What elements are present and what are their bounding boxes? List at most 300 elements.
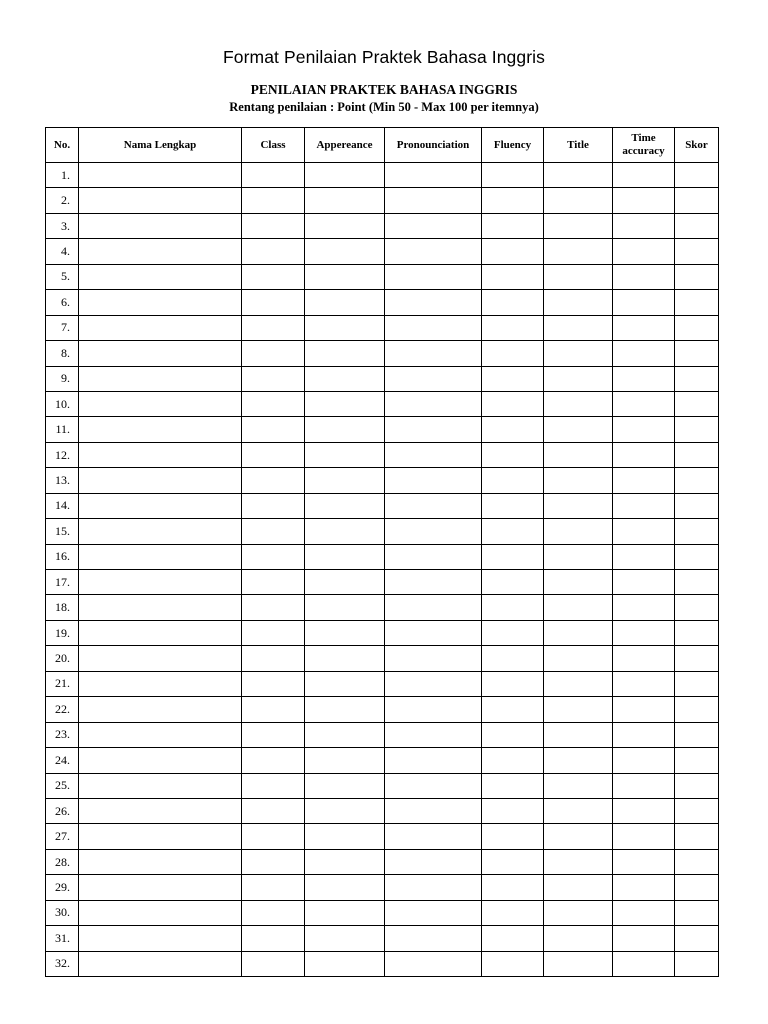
empty-cell-name [79, 391, 242, 416]
empty-cell-title [544, 163, 613, 188]
empty-cell-name [79, 697, 242, 722]
empty-cell-appereance [305, 849, 385, 874]
table-row [46, 290, 719, 315]
table-header-row [46, 128, 719, 163]
empty-cell-class [242, 366, 305, 391]
row-number: 8. [46, 341, 79, 366]
table-row [46, 213, 719, 238]
empty-cell-appereance [305, 824, 385, 849]
empty-cell-pronounciation [385, 468, 482, 493]
empty-cell-title [544, 900, 613, 925]
empty-cell-time-accuracy [613, 290, 675, 315]
table-row [46, 926, 719, 951]
empty-cell-class [242, 290, 305, 315]
empty-cell-skor [675, 290, 719, 315]
empty-cell-fluency [482, 722, 544, 747]
row-number: 3. [46, 213, 79, 238]
empty-cell-pronounciation [385, 493, 482, 518]
table-row [46, 519, 719, 544]
empty-cell-time-accuracy [613, 595, 675, 620]
empty-cell-fluency [482, 239, 544, 264]
empty-cell-pronounciation [385, 748, 482, 773]
empty-cell-title [544, 926, 613, 951]
empty-cell-fluency [482, 264, 544, 289]
empty-cell-class [242, 748, 305, 773]
row-number: 21. [46, 671, 79, 696]
empty-cell-skor [675, 417, 719, 442]
empty-cell-name [79, 315, 242, 340]
empty-cell-appereance [305, 900, 385, 925]
row-number: 13. [46, 468, 79, 493]
empty-cell-pronounciation [385, 595, 482, 620]
empty-cell-fluency [482, 188, 544, 213]
empty-cell-title [544, 620, 613, 645]
empty-cell-fluency [482, 163, 544, 188]
score-table [45, 127, 719, 977]
empty-cell-pronounciation [385, 188, 482, 213]
empty-cell-pronounciation [385, 951, 482, 976]
empty-cell-skor [675, 671, 719, 696]
table-row [46, 570, 719, 595]
empty-cell-class [242, 875, 305, 900]
empty-cell-appereance [305, 773, 385, 798]
empty-cell-appereance [305, 493, 385, 518]
empty-cell-fluency [482, 798, 544, 823]
empty-cell-appereance [305, 468, 385, 493]
empty-cell-title [544, 697, 613, 722]
empty-cell-time-accuracy [613, 748, 675, 773]
empty-cell-skor [675, 773, 719, 798]
row-number: 19. [46, 620, 79, 645]
empty-cell-pronounciation [385, 366, 482, 391]
empty-cell-title [544, 595, 613, 620]
empty-cell-skor [675, 239, 719, 264]
empty-cell-skor [675, 391, 719, 416]
empty-cell-class [242, 341, 305, 366]
empty-cell-fluency [482, 468, 544, 493]
empty-cell-class [242, 570, 305, 595]
empty-cell-pronounciation [385, 544, 482, 569]
empty-cell-time-accuracy [613, 697, 675, 722]
row-number: 23. [46, 722, 79, 747]
empty-cell-title [544, 646, 613, 671]
empty-cell-pronounciation [385, 391, 482, 416]
empty-cell-class [242, 544, 305, 569]
empty-cell-pronounciation [385, 442, 482, 467]
empty-cell-time-accuracy [613, 900, 675, 925]
empty-cell-class [242, 417, 305, 442]
empty-cell-appereance [305, 239, 385, 264]
empty-cell-skor [675, 595, 719, 620]
table-row [46, 264, 719, 289]
empty-cell-title [544, 773, 613, 798]
empty-cell-name [79, 875, 242, 900]
empty-cell-title [544, 544, 613, 569]
empty-cell-pronounciation [385, 620, 482, 645]
empty-cell-class [242, 315, 305, 340]
table-row [46, 849, 719, 874]
empty-cell-title [544, 341, 613, 366]
empty-cell-name [79, 926, 242, 951]
empty-cell-pronounciation [385, 315, 482, 340]
empty-cell-fluency [482, 620, 544, 645]
table-row [46, 620, 719, 645]
empty-cell-title [544, 442, 613, 467]
empty-cell-fluency [482, 315, 544, 340]
empty-cell-fluency [482, 570, 544, 595]
empty-cell-pronounciation [385, 163, 482, 188]
empty-cell-name [79, 468, 242, 493]
empty-cell-time-accuracy [613, 417, 675, 442]
empty-cell-time-accuracy [613, 213, 675, 238]
empty-cell-name [79, 646, 242, 671]
empty-cell-class [242, 163, 305, 188]
empty-cell-class [242, 773, 305, 798]
empty-cell-skor [675, 697, 719, 722]
row-number: 6. [46, 290, 79, 315]
row-number: 24. [46, 748, 79, 773]
row-number: 32. [46, 951, 79, 976]
table-row [46, 646, 719, 671]
empty-cell-fluency [482, 493, 544, 518]
empty-cell-name [79, 544, 242, 569]
empty-cell-title [544, 468, 613, 493]
column-header-class: Class [242, 128, 305, 163]
empty-cell-fluency [482, 341, 544, 366]
empty-cell-name [79, 798, 242, 823]
form-heading: PENILAIAN PRAKTEK BAHASA INGGRIS [250, 82, 518, 97]
empty-cell-time-accuracy [613, 468, 675, 493]
empty-cell-appereance [305, 366, 385, 391]
row-number: 26. [46, 798, 79, 823]
empty-cell-time-accuracy [613, 519, 675, 544]
empty-cell-time-accuracy [613, 188, 675, 213]
empty-cell-fluency [482, 773, 544, 798]
empty-cell-time-accuracy [613, 620, 675, 645]
row-number: 22. [46, 697, 79, 722]
column-header-appereance: Appereance [305, 128, 385, 163]
row-number: 14. [46, 493, 79, 518]
empty-cell-appereance [305, 748, 385, 773]
empty-cell-class [242, 391, 305, 416]
empty-cell-time-accuracy [613, 163, 675, 188]
empty-cell-time-accuracy [613, 671, 675, 696]
empty-cell-skor [675, 544, 719, 569]
empty-cell-fluency [482, 875, 544, 900]
empty-cell-title [544, 875, 613, 900]
table-row [46, 798, 719, 823]
empty-cell-skor [675, 315, 719, 340]
row-number: 9. [46, 366, 79, 391]
empty-cell-appereance [305, 798, 385, 823]
empty-cell-name [79, 849, 242, 874]
empty-cell-skor [675, 951, 719, 976]
empty-cell-title [544, 722, 613, 747]
table-row [46, 239, 719, 264]
table-row [46, 544, 719, 569]
empty-cell-fluency [482, 849, 544, 874]
row-number: 30. [46, 900, 79, 925]
row-number: 17. [46, 570, 79, 595]
empty-cell-title [544, 290, 613, 315]
empty-cell-class [242, 595, 305, 620]
empty-cell-time-accuracy [613, 366, 675, 391]
empty-cell-name [79, 188, 242, 213]
empty-cell-fluency [482, 646, 544, 671]
table-row [46, 671, 719, 696]
empty-cell-title [544, 798, 613, 823]
empty-cell-time-accuracy [613, 773, 675, 798]
empty-cell-appereance [305, 595, 385, 620]
empty-cell-pronounciation [385, 773, 482, 798]
table-row [46, 417, 719, 442]
empty-cell-pronounciation [385, 824, 482, 849]
empty-cell-appereance [305, 570, 385, 595]
row-number: 20. [46, 646, 79, 671]
empty-cell-class [242, 926, 305, 951]
empty-cell-appereance [305, 315, 385, 340]
table-row [46, 773, 719, 798]
empty-cell-appereance [305, 697, 385, 722]
empty-cell-name [79, 290, 242, 315]
empty-cell-time-accuracy [613, 570, 675, 595]
row-number: 11. [46, 417, 79, 442]
column-header-fluency: Fluency [482, 128, 544, 163]
form-subheading: Rentang penilaian : Point (Min 50 - Max 100 per itemnya) [229, 100, 539, 114]
row-number: 28. [46, 849, 79, 874]
table-row [46, 951, 719, 976]
empty-cell-fluency [482, 595, 544, 620]
empty-cell-class [242, 519, 305, 544]
empty-cell-name [79, 773, 242, 798]
empty-cell-class [242, 264, 305, 289]
empty-cell-pronounciation [385, 341, 482, 366]
empty-cell-name [79, 595, 242, 620]
empty-cell-pronounciation [385, 646, 482, 671]
empty-cell-fluency [482, 290, 544, 315]
empty-cell-class [242, 722, 305, 747]
empty-cell-title [544, 417, 613, 442]
empty-cell-appereance [305, 519, 385, 544]
empty-cell-title [544, 748, 613, 773]
empty-cell-appereance [305, 875, 385, 900]
empty-cell-skor [675, 798, 719, 823]
empty-cell-class [242, 900, 305, 925]
table-row [46, 824, 719, 849]
empty-cell-class [242, 239, 305, 264]
empty-cell-name [79, 671, 242, 696]
empty-cell-skor [675, 213, 719, 238]
empty-cell-title [544, 824, 613, 849]
table-row [46, 188, 719, 213]
row-number: 27. [46, 824, 79, 849]
table-row [46, 442, 719, 467]
empty-cell-pronounciation [385, 875, 482, 900]
empty-cell-time-accuracy [613, 442, 675, 467]
empty-cell-pronounciation [385, 671, 482, 696]
empty-cell-class [242, 213, 305, 238]
empty-cell-class [242, 646, 305, 671]
empty-cell-name [79, 213, 242, 238]
empty-cell-class [242, 620, 305, 645]
empty-cell-appereance [305, 671, 385, 696]
column-header-no: No. [46, 128, 79, 163]
empty-cell-time-accuracy [613, 341, 675, 366]
empty-cell-title [544, 391, 613, 416]
column-header-name: Nama Lengkap [79, 128, 242, 163]
table-row [46, 722, 719, 747]
row-number: 15. [46, 519, 79, 544]
empty-cell-pronounciation [385, 290, 482, 315]
empty-cell-appereance [305, 646, 385, 671]
empty-cell-time-accuracy [613, 264, 675, 289]
empty-cell-fluency [482, 519, 544, 544]
empty-cell-class [242, 671, 305, 696]
empty-cell-title [544, 188, 613, 213]
empty-cell-title [544, 519, 613, 544]
empty-cell-appereance [305, 417, 385, 442]
table-row [46, 697, 719, 722]
table-row [46, 595, 719, 620]
empty-cell-class [242, 824, 305, 849]
empty-cell-skor [675, 366, 719, 391]
empty-cell-title [544, 570, 613, 595]
empty-cell-name [79, 163, 242, 188]
empty-cell-skor [675, 926, 719, 951]
empty-cell-pronounciation [385, 239, 482, 264]
row-number: 10. [46, 391, 79, 416]
empty-cell-fluency [482, 391, 544, 416]
empty-cell-skor [675, 519, 719, 544]
table-row [46, 315, 719, 340]
empty-cell-time-accuracy [613, 239, 675, 264]
empty-cell-time-accuracy [613, 722, 675, 747]
empty-cell-name [79, 570, 242, 595]
empty-cell-appereance [305, 391, 385, 416]
empty-cell-fluency [482, 748, 544, 773]
empty-cell-title [544, 315, 613, 340]
empty-cell-fluency [482, 926, 544, 951]
empty-cell-pronounciation [385, 519, 482, 544]
empty-cell-name [79, 264, 242, 289]
table-row [46, 391, 719, 416]
empty-cell-skor [675, 646, 719, 671]
empty-cell-skor [675, 468, 719, 493]
empty-cell-appereance [305, 163, 385, 188]
empty-cell-fluency [482, 697, 544, 722]
empty-cell-time-accuracy [613, 798, 675, 823]
empty-cell-appereance [305, 213, 385, 238]
empty-cell-name [79, 900, 242, 925]
empty-cell-pronounciation [385, 900, 482, 925]
empty-cell-skor [675, 722, 719, 747]
empty-cell-name [79, 442, 242, 467]
empty-cell-fluency [482, 544, 544, 569]
empty-cell-pronounciation [385, 213, 482, 238]
empty-cell-class [242, 468, 305, 493]
empty-cell-pronounciation [385, 570, 482, 595]
empty-cell-skor [675, 442, 719, 467]
empty-cell-fluency [482, 213, 544, 238]
empty-cell-title [544, 213, 613, 238]
empty-cell-class [242, 849, 305, 874]
table-body [46, 163, 719, 977]
empty-cell-title [544, 239, 613, 264]
empty-cell-time-accuracy [613, 824, 675, 849]
empty-cell-title [544, 366, 613, 391]
empty-cell-class [242, 442, 305, 467]
empty-cell-appereance [305, 951, 385, 976]
empty-cell-class [242, 798, 305, 823]
empty-cell-fluency [482, 442, 544, 467]
empty-cell-class [242, 697, 305, 722]
table-row [46, 468, 719, 493]
empty-cell-name [79, 824, 242, 849]
empty-cell-skor [675, 188, 719, 213]
empty-cell-title [544, 264, 613, 289]
row-number: 5. [46, 264, 79, 289]
empty-cell-time-accuracy [613, 875, 675, 900]
row-number: 18. [46, 595, 79, 620]
empty-cell-time-accuracy [613, 493, 675, 518]
empty-cell-time-accuracy [613, 391, 675, 416]
empty-cell-skor [675, 748, 719, 773]
empty-cell-skor [675, 824, 719, 849]
empty-cell-class [242, 493, 305, 518]
empty-cell-fluency [482, 671, 544, 696]
empty-cell-time-accuracy [613, 315, 675, 340]
empty-cell-pronounciation [385, 798, 482, 823]
empty-cell-fluency [482, 900, 544, 925]
row-number: 2. [46, 188, 79, 213]
row-number: 16. [46, 544, 79, 569]
empty-cell-time-accuracy [613, 544, 675, 569]
empty-cell-skor [675, 620, 719, 645]
empty-cell-time-accuracy [613, 646, 675, 671]
empty-cell-time-accuracy [613, 849, 675, 874]
empty-cell-skor [675, 264, 719, 289]
row-number: 1. [46, 163, 79, 188]
empty-cell-appereance [305, 341, 385, 366]
empty-cell-appereance [305, 620, 385, 645]
table-row [46, 341, 719, 366]
empty-cell-title [544, 493, 613, 518]
empty-cell-skor [675, 341, 719, 366]
empty-cell-title [544, 951, 613, 976]
empty-cell-skor [675, 493, 719, 518]
empty-cell-name [79, 239, 242, 264]
row-number: 12. [46, 442, 79, 467]
empty-cell-name [79, 417, 242, 442]
empty-cell-title [544, 671, 613, 696]
table-row [46, 163, 719, 188]
empty-cell-name [79, 620, 242, 645]
empty-cell-pronounciation [385, 264, 482, 289]
empty-cell-appereance [305, 722, 385, 747]
empty-cell-name [79, 722, 242, 747]
empty-cell-pronounciation [385, 697, 482, 722]
row-number: 31. [46, 926, 79, 951]
empty-cell-pronounciation [385, 849, 482, 874]
empty-cell-class [242, 951, 305, 976]
table-row [46, 875, 719, 900]
empty-cell-name [79, 366, 242, 391]
table-row [46, 748, 719, 773]
row-number: 4. [46, 239, 79, 264]
empty-cell-class [242, 188, 305, 213]
empty-cell-pronounciation [385, 722, 482, 747]
empty-cell-name [79, 341, 242, 366]
